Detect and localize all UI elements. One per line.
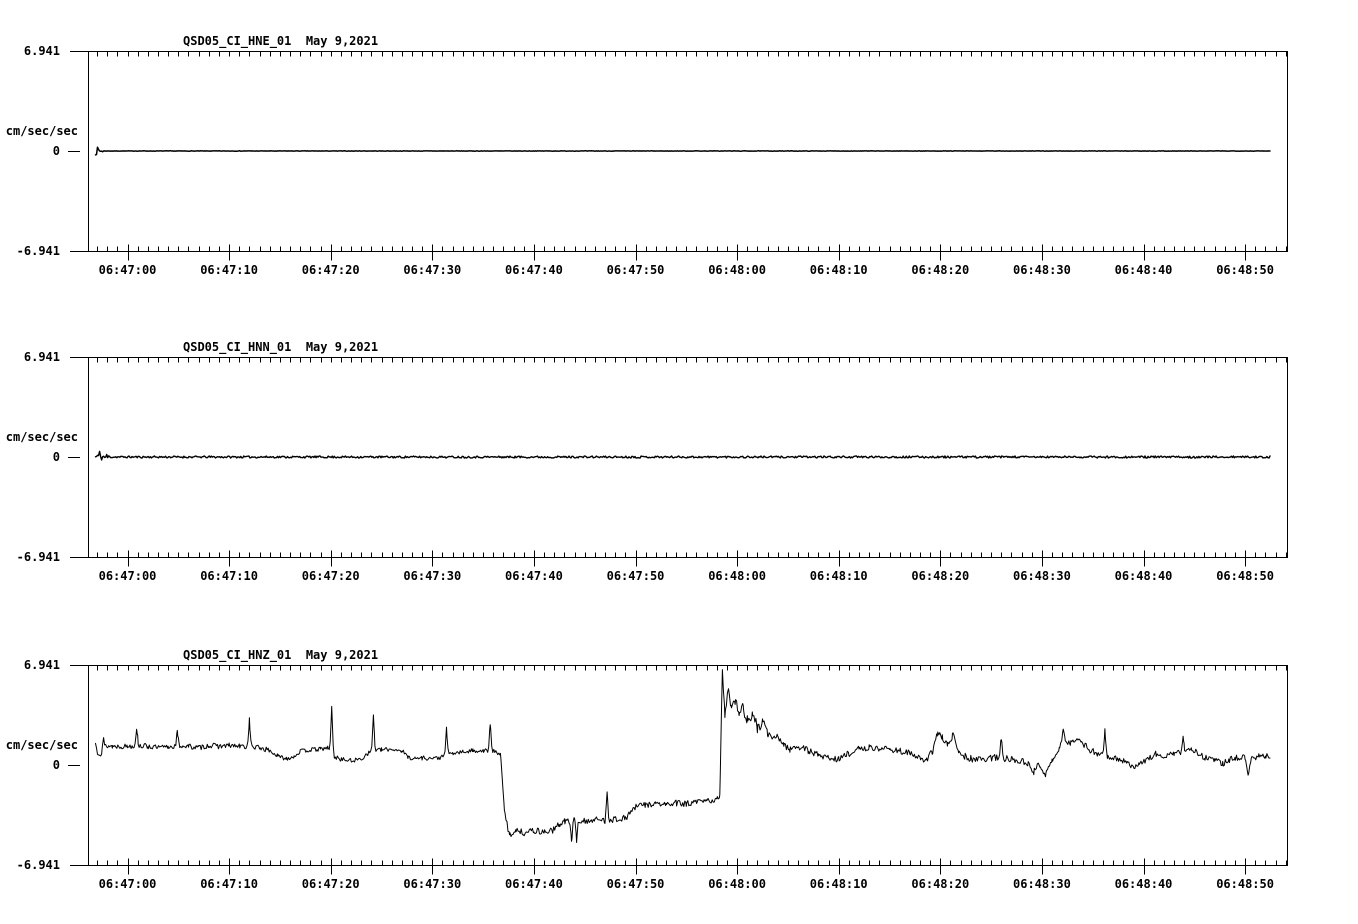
y-zero-label-hnz: 0 [52,758,60,772]
axis-ticks [68,666,1287,875]
time-tick-label: 06:48:30 [1013,877,1071,891]
time-tick-label: 06:48:50 [1216,263,1274,277]
y-min-label-hnz: -6.941 [16,858,60,872]
y-min-label-hnn: -6.941 [16,550,60,564]
time-tick-label: 06:47:40 [505,569,563,583]
time-tick-label: 06:47:50 [606,263,665,277]
time-tick-label: 06:48:30 [1013,263,1071,277]
time-tick-label: 06:48:20 [911,263,970,277]
time-tick-label: 06:47:40 [505,263,563,277]
time-tick-label: 06:47:10 [200,877,258,891]
y-units-label-hnn: cm/sec/sec [5,430,78,444]
time-tick-label: 06:48:20 [911,569,970,583]
time-tick-label: 06:48:10 [809,877,868,891]
y-max-label-hnn: 6.941 [23,350,60,364]
panel-hnz [68,666,1288,892]
y-max-label-hnz: 6.941 [23,658,60,672]
time-tick-label: 06:48:30 [1013,569,1071,583]
time-tick-label: 06:47:40 [505,877,563,891]
panel-hne [68,52,1288,278]
time-tick-label: 06:47:50 [606,569,665,583]
y-zero-label-hne: 0 [52,144,60,158]
time-tick-label: 06:48:20 [911,877,970,891]
time-tick-label: 06:47:10 [200,263,258,277]
time-tick-label: 06:47:30 [403,569,462,583]
time-tick-label: 06:48:10 [809,263,868,277]
time-tick-label: 06:48:00 [708,569,766,583]
waveform-trace-hnz [96,670,1271,843]
time-tick-label: 06:47:20 [301,263,360,277]
time-tick-label: 06:47:00 [98,263,157,277]
plot-frame [89,666,1288,866]
time-tick-label: 06:48:10 [809,569,868,583]
y-units-label-hne: cm/sec/sec [5,124,78,138]
y-units-label-hnz: cm/sec/sec [5,738,78,752]
time-tick-label: 06:47:30 [403,877,462,891]
panel-title-hnz: QSD05_CI_HNZ_01 May 9,2021 [183,648,379,662]
time-tick-label: 06:48:50 [1216,877,1274,891]
waveform-trace-hnn [96,451,1271,460]
time-tick-label: 06:47:00 [98,877,157,891]
time-tick-label: 06:48:40 [1114,569,1173,583]
panel-title-hnn: QSD05_CI_HNN_01 May 9,2021 [183,340,379,354]
axis-ticks [68,358,1287,567]
time-tick-label: 06:48:00 [708,263,766,277]
time-tick-label: 06:47:20 [301,569,360,583]
axis-ticks [68,52,1287,261]
panel-title-hne: QSD05_CI_HNE_01 May 9,2021 [183,34,379,48]
y-max-label-hne: 6.941 [23,44,60,58]
waveform-trace-hne [96,147,1271,155]
y-zero-label-hnn: 0 [52,450,60,464]
time-tick-label: 06:48:40 [1114,263,1173,277]
time-tick-label: 06:47:10 [200,569,258,583]
time-tick-label: 06:47:00 [98,569,157,583]
time-tick-label: 06:48:50 [1216,569,1274,583]
time-tick-label: 06:48:40 [1114,877,1173,891]
y-min-label-hne: -6.941 [16,244,60,258]
time-tick-label: 06:47:50 [606,877,665,891]
panel-hnn [68,358,1288,584]
time-tick-label: 06:47:20 [301,877,360,891]
time-tick-label: 06:47:30 [403,263,462,277]
time-tick-label: 06:48:00 [708,877,766,891]
